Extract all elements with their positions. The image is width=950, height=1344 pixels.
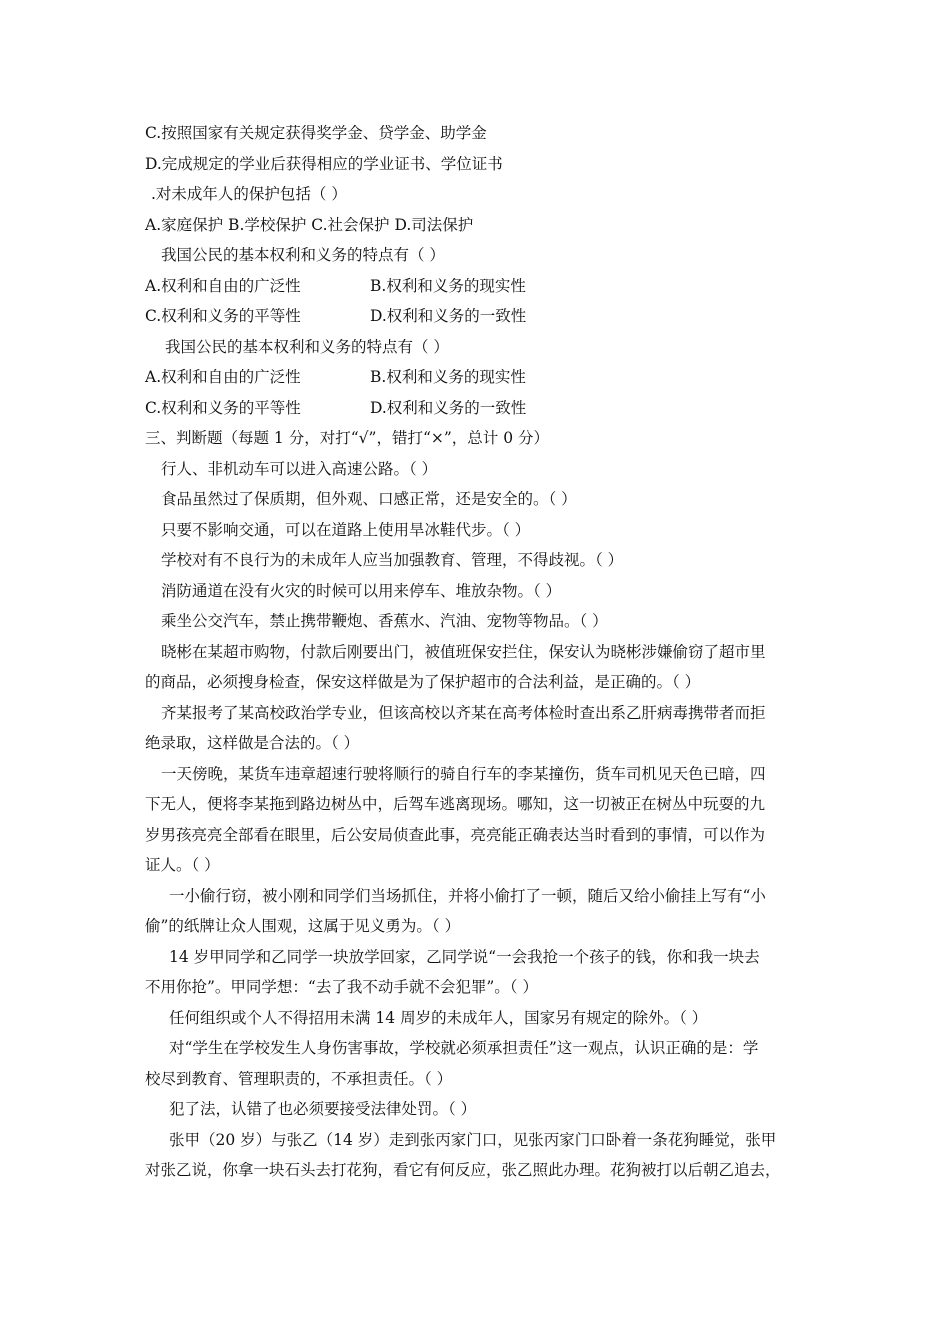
option-row bbox=[145, 362, 810, 393]
judgment-item: 行人、非机动车可以进入高速公路。（ ） bbox=[161, 459, 438, 478]
question-line: 我国公民的基本权利和义务的特点有（ ） bbox=[161, 246, 445, 264]
option-line: D.完成规定的学业后获得相应的学业证书、学位证书 bbox=[145, 154, 503, 173]
judgment-item bbox=[145, 1125, 810, 1186]
text-line: 对“学生在学校发生人身伤害事故，学校就必须承担责任”这一观点，认识正确的是：学 bbox=[169, 1039, 759, 1057]
judgment-item bbox=[145, 942, 810, 1003]
option-b: B.权利和义务的现实性 bbox=[370, 276, 526, 295]
judgment-item bbox=[145, 881, 810, 942]
question-line: 我国公民的基本权利和义务的特点有（ ） bbox=[165, 337, 449, 356]
option-a: A.权利和自由的广泛性 bbox=[145, 276, 301, 295]
text-line: 一天傍晚，某货车违章超速行驶将顺行的骑自行车的李某撞伤，货车司机见天色已暗，四 bbox=[161, 764, 766, 783]
text-line: 不用你抢”。甲同学想：“去了我不动手就不会犯罪”。（ ） bbox=[145, 978, 538, 996]
judgment-item: 只要不影响交通，可以在道路上使用旱冰鞋代步。（ ） bbox=[161, 520, 531, 539]
text-line: 绝录取，这样做是合法的。（ ） bbox=[145, 734, 360, 752]
option-c: C.权利和义务的平等性 bbox=[145, 307, 301, 325]
judgment-item bbox=[145, 759, 810, 881]
text-line: 下无人，便将李某拖到路边树丛中，后驾车逃离现场。哪知，这一切被正在树丛中玩耍的九 bbox=[145, 795, 766, 813]
option-row bbox=[145, 301, 810, 332]
option-c: C.权利和义务的平等性 bbox=[145, 398, 301, 417]
question-line: .对未成年人的保护包括（ ） bbox=[151, 185, 347, 203]
option-b: B.权利和义务的现实性 bbox=[370, 368, 526, 386]
section-heading: 三、判断题（每题 1 分，对打“√”，错打“×”，总计 0 分） bbox=[145, 429, 549, 447]
judgment-item bbox=[145, 698, 810, 759]
judgment-item: 食品虽然过了保质期，但外观、口感正常，还是安全的。（ ） bbox=[161, 490, 577, 508]
judgment-item: 乘坐公交汽车，禁止携带鞭炮、香蕉水、汽油、宠物等物品。（ ） bbox=[161, 612, 608, 630]
text-line: 岁男孩亮亮全部看在眼里，后公安局侦查此事，亮亮能正确表达当时看到的事情，可以作为 bbox=[145, 825, 766, 844]
judgment-item: 犯了法，认错了也必须要接受法律处罚。（ ） bbox=[169, 1100, 477, 1118]
text-line: 偷”的纸牌让众人围观，这属于见义勇为。（ ） bbox=[145, 917, 461, 935]
text-line: 张甲（20 岁）与张乙（14 岁）走到张丙家门口，见张丙家门口卧着一条花狗睡觉，张甲 bbox=[169, 1130, 777, 1149]
judgment-item: 消防通道在没有火灾的时候可以用来停车、堆放杂物。（ ） bbox=[161, 581, 562, 600]
document-content bbox=[145, 118, 810, 1186]
option-d: D.权利和义务的一致性 bbox=[370, 398, 527, 417]
option-line: C.按照国家有关规定获得奖学金、贷学金、助学金 bbox=[145, 124, 487, 142]
judgment-item bbox=[145, 637, 810, 698]
judgment-item bbox=[145, 1033, 810, 1094]
text-line: 证人。（ ） bbox=[145, 856, 220, 874]
judgment-item: 任何组织或个人不得招用未满 14 周岁的未成年人，国家另有规定的除外。（ ） bbox=[169, 1008, 708, 1027]
option-a: A.权利和自由的广泛性 bbox=[145, 368, 301, 386]
text-line: 的商品，必须搜身检查，保安这样做是为了保护超市的合法利益，是正确的。（ ） bbox=[145, 673, 701, 691]
option-row bbox=[145, 271, 810, 302]
text-line: 一小偷行窃，被小刚和同学们当场抓住，并将小偷打了一顿，随后又给小偷挂上写有“小 bbox=[169, 886, 766, 905]
option-d: D.权利和义务的一致性 bbox=[370, 307, 527, 325]
option-row bbox=[145, 393, 810, 424]
text-line: 14 岁甲同学和乙同学一块放学回家，乙同学说“一会我抢一个孩子的钱，你和我一块去 bbox=[169, 947, 760, 966]
text-line: 校尽到教育、管理职责的，不承担责任。（ ） bbox=[145, 1069, 453, 1088]
text-line: 对张乙说，你拿一块石头去打花狗，看它有何反应，张乙照此办理。花狗被打以后朝乙追去， bbox=[145, 1161, 781, 1179]
text-line: 晓彬在某超市购物，付款后刚要出门，被值班保安拦住，保安认为晓彬涉嫌偷窃了超市里 bbox=[161, 642, 766, 661]
option-line: A.家庭保护 B.学校保护 C.社会保护 D.司法保护 bbox=[145, 215, 474, 234]
text-line: 齐某报考了某高校政治学专业，但该高校以齐某在高考体检时查出系乙肝病毒携带者而拒 bbox=[161, 703, 766, 722]
judgment-item: 学校对有不良行为的未成年人应当加强教育、管理，不得歧视。（ ） bbox=[161, 551, 624, 569]
